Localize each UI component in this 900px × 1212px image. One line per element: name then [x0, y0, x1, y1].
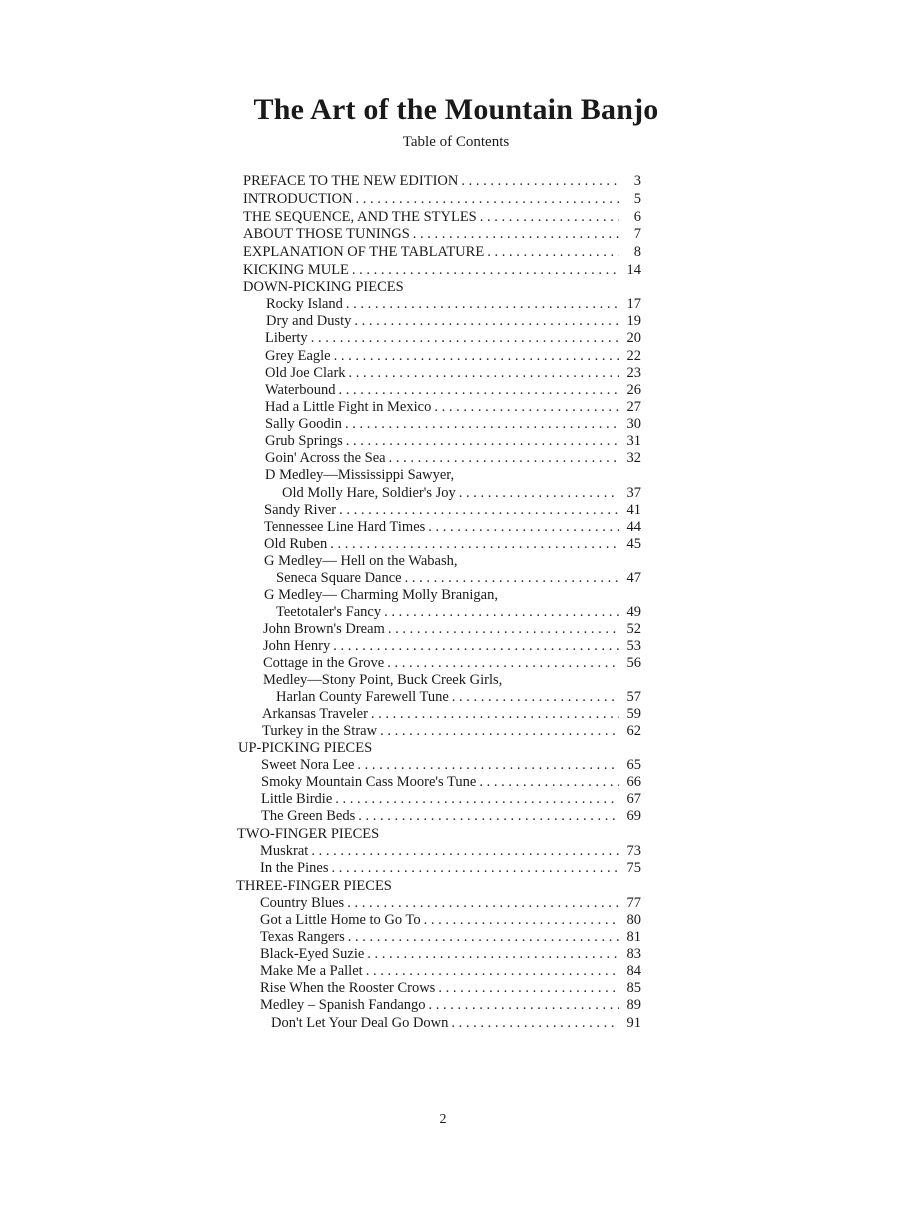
toc-entry	[260, 996, 641, 1014]
toc-entry	[263, 620, 641, 638]
toc-entry-label: Rocky Island	[266, 296, 343, 312]
toc-entry-page: 57	[626, 689, 641, 705]
toc-entry	[243, 172, 641, 190]
toc-entry-page: 67	[626, 791, 641, 807]
toc-entry-page: 23	[626, 365, 641, 381]
toc-entry-page: 27	[626, 399, 641, 415]
toc-entry-label: Medley – Spanish Fandango	[260, 997, 426, 1013]
toc-entry-label: Got a Little Home to Go To	[260, 912, 421, 928]
toc-entry-label: In the Pines	[260, 860, 329, 876]
page-title: The Art of the Mountain Banjo	[253, 93, 659, 126]
toc-entry-page: 31	[626, 433, 641, 449]
toc-entry-label: Cottage in the Grove	[263, 655, 385, 671]
toc-entry	[243, 190, 641, 208]
toc-entry	[260, 859, 641, 877]
toc-entry-label: Old Ruben	[264, 536, 328, 552]
toc-entry-page: 41	[626, 502, 641, 518]
toc-entry-page: 30	[626, 416, 641, 432]
toc-entry-page: 44	[626, 519, 641, 535]
toc-entry-label: Little Birdie	[261, 791, 333, 807]
toc-entry-label: INTRODUCTION	[243, 191, 353, 207]
toc-entry	[264, 535, 641, 553]
toc-entry-label: PREFACE TO THE NEW EDITION	[243, 173, 459, 189]
toc-entry-label: Waterbound	[265, 382, 336, 398]
section-heading-two-finger: TWO-FINGER PIECES	[237, 826, 380, 842]
toc-entry-label: Black-Eyed Suzie	[260, 946, 365, 962]
toc-entry-page: 19	[626, 313, 641, 329]
toc-entry-page: 45	[626, 536, 641, 552]
toc-entry	[265, 398, 641, 416]
toc-entry-page: 7	[633, 226, 641, 242]
toc-entry-label: The Green Beds	[261, 808, 356, 824]
toc-entry	[265, 432, 641, 450]
toc-entry-label: Don't Let Your Deal Go Down	[271, 1015, 449, 1031]
toc-entry	[276, 603, 641, 621]
toc-entry-page: 52	[626, 621, 641, 637]
toc-entry-label: Grub Springs	[265, 433, 343, 449]
toc-entry-page: 14	[626, 262, 641, 278]
toc-entry	[266, 312, 641, 330]
toc-entry	[265, 415, 641, 433]
toc-entry-page: 22	[626, 348, 641, 364]
toc-entry-page: 65	[626, 757, 641, 773]
section-heading-down-picking: DOWN-PICKING PIECES	[243, 279, 404, 295]
toc-entry-page: 66	[626, 774, 641, 790]
page-subtitle: Table of Contents	[402, 134, 510, 150]
toc-entry-label: John Brown's Dream	[263, 621, 385, 637]
toc-entry-label: THE SEQUENCE, AND THE STYLES	[243, 209, 477, 225]
toc-entry	[276, 688, 641, 706]
toc-entry-label: Arkansas Traveler	[262, 706, 368, 722]
toc-entry-label: Country Blues	[260, 895, 345, 911]
toc-entry	[265, 347, 641, 365]
toc-entry-label: Old Molly Hare, Soldier's Joy	[282, 485, 456, 501]
toc-entry-page: 26	[626, 382, 641, 398]
toc-entry	[262, 705, 641, 723]
toc-entry	[263, 654, 641, 672]
toc-entry-page: 3	[633, 173, 641, 189]
toc-entry	[266, 295, 641, 313]
toc-entry-label: Turkey in the Straw	[262, 723, 378, 739]
toc-entry-label: Harlan County Farewell Tune	[276, 689, 449, 705]
toc-entry-page: 91	[626, 1015, 641, 1031]
toc-entry-label: Teetotaler's Fancy	[276, 604, 382, 620]
toc-entry-label: EXPLANATION OF THE TABLATURE	[243, 244, 485, 260]
toc-entry	[264, 518, 641, 536]
toc-entry-label: Old Joe Clark	[265, 365, 346, 381]
section-heading-up-picking: UP-PICKING PIECES	[238, 740, 373, 756]
toc-entry	[265, 381, 641, 399]
toc-entry	[243, 243, 641, 261]
toc-entry-label: Sweet Nora Lee	[261, 757, 355, 773]
toc-entry-label: Goin' Across the Sea	[265, 450, 386, 466]
toc-entry-label: Sandy River	[264, 502, 337, 518]
toc-entry-label: ABOUT THOSE TUNINGS	[243, 226, 410, 242]
toc-entry-label: KICKING MULE	[243, 262, 349, 278]
toc-entry-page: 20	[626, 330, 641, 346]
toc-entry-page: 32	[626, 450, 641, 466]
toc-entry	[265, 364, 641, 382]
toc-entry-page: 47	[626, 570, 641, 586]
toc-entry	[243, 208, 641, 226]
toc-entry-label: Smoky Mountain Cass Moore's Tune	[261, 774, 477, 790]
toc-entry-label: Texas Rangers	[260, 929, 345, 945]
toc-entry	[260, 945, 641, 963]
toc-entry	[263, 637, 641, 655]
toc-entry	[243, 225, 641, 243]
toc-entry	[261, 807, 641, 825]
toc-entry-page: 75	[626, 860, 641, 876]
toc-entry	[260, 894, 641, 912]
toc-entry-page: 89	[626, 997, 641, 1013]
toc-entry-page: 49	[626, 604, 641, 620]
toc-entry-page: 81	[626, 929, 641, 945]
toc-entry-label: John Henry	[263, 638, 331, 654]
toc-entry	[260, 979, 641, 997]
toc-entry	[261, 756, 641, 774]
toc-entry-page: 69	[626, 808, 641, 824]
toc-entry-label: Grey Eagle	[265, 348, 331, 364]
toc-entry	[265, 449, 641, 467]
toc-entry-page: 17	[626, 296, 641, 312]
toc-entry	[271, 1014, 641, 1032]
toc-entry	[261, 773, 641, 791]
toc-entry-page: 59	[626, 706, 641, 722]
toc-entry	[276, 569, 641, 587]
toc-entry-page: 62	[626, 723, 641, 739]
toc-entry-label: D Medley—Mississippi Sawyer,	[265, 467, 455, 483]
toc-entry-label: Sally Goodin	[265, 416, 342, 432]
toc-entry-page: 77	[626, 895, 641, 911]
toc-entry-page: 37	[626, 485, 641, 501]
toc-entry-page: 56	[626, 655, 641, 671]
toc-entry-page: 8	[633, 244, 641, 260]
toc-entry-page: 84	[626, 963, 641, 979]
toc-entry-label: Seneca Square Dance	[276, 570, 402, 586]
toc-entry-label: G Medley— Hell on the Wabash,	[264, 553, 458, 569]
toc-entry-page: 80	[626, 912, 641, 928]
page-number: 2	[439, 1112, 447, 1127]
toc-entry	[265, 329, 641, 347]
toc-entry	[243, 261, 641, 279]
toc-entry	[260, 928, 641, 946]
toc-entry-label: Had a Little Fight in Mexico	[265, 399, 432, 415]
toc-entry-page: 73	[626, 843, 641, 859]
section-heading-three-finger: THREE-FINGER PIECES	[236, 878, 392, 894]
toc-entry-page: 5	[633, 191, 641, 207]
toc-entry	[261, 790, 641, 808]
toc-entry	[260, 911, 641, 929]
toc-entry-label: Dry and Dusty	[266, 313, 352, 329]
toc-entry-page: 83	[626, 946, 641, 962]
toc-entry-page: 6	[633, 209, 641, 225]
toc-entry	[260, 842, 641, 860]
toc-entry	[282, 484, 641, 502]
toc-entry	[262, 722, 641, 740]
toc-entry-page: 85	[626, 980, 641, 996]
toc-entry-label: G Medley— Charming Molly Branigan,	[264, 587, 498, 603]
toc-entry-label: Medley—Stony Point, Buck Creek Girls,	[263, 672, 503, 688]
toc-entry-page: 53	[626, 638, 641, 654]
toc-entry-label: Make Me a Pallet	[260, 963, 363, 979]
toc-entry-label: Tennessee Line Hard Times	[264, 519, 426, 535]
toc-entry	[264, 501, 641, 519]
toc-entry-label: Rise When the Rooster Crows	[260, 980, 436, 996]
toc-entry-label: Liberty	[265, 330, 308, 346]
toc-entry-label: Muskrat	[260, 843, 309, 859]
toc-entry	[260, 962, 641, 980]
